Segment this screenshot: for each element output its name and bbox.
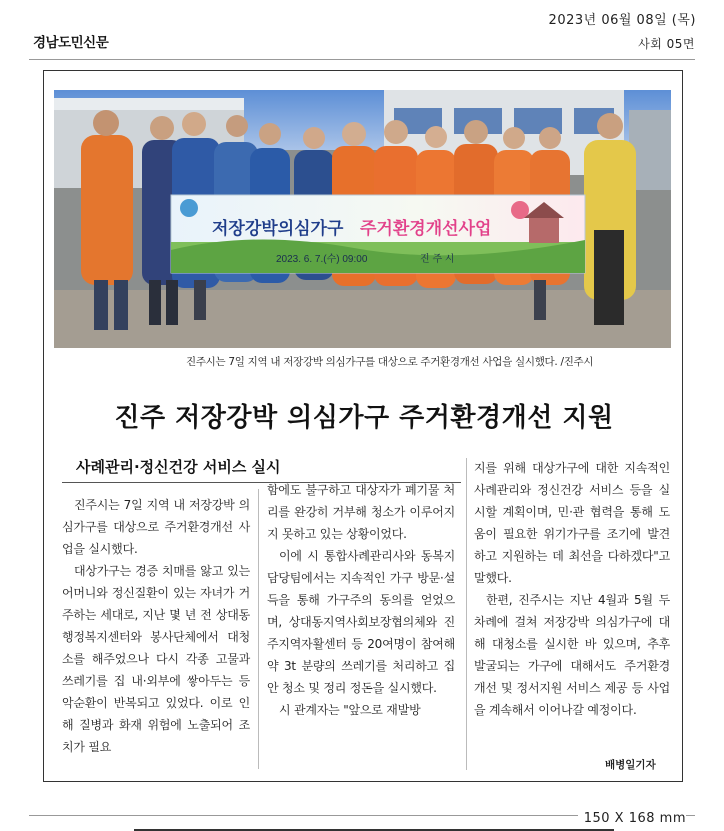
paragraph: 지를 위해 대상가구에 대한 지속적인 사례관리와 정신건강 서비스 등을 실시할 계획이며, 민·관 협력을 통해 도움이 필요한 위기가구를 조기에 발견하고 지원하는 데 최선을 다하겠다"고 말했다. (474, 461, 670, 585)
paragraph: 한편, 진주시는 지난 4월과 5월 두 차례에 걸쳐 저장강박 의심가구에 대해 대청소를 실시한 바 있으며, 추후 발굴되는 가구에 대해서도 주거환경 개선 및 정서지원 서비스 제공 등 사업을 계속해서 이어나갈 예정이다. (474, 593, 670, 717)
article-column-1 (62, 494, 250, 758)
paragraph: 시 관계자는 "앞으로 재발방 (279, 703, 421, 717)
section-page: 사회 05면 (638, 37, 695, 51)
header-rule (29, 59, 695, 60)
article-subheadline: 사례관리·정신건강 서비스 실시 (76, 458, 281, 476)
paragraph: 진주시는 7일 지역 내 저장강박 의심가구를 대상으로 주거환경개선 사업을 실시했다. (62, 498, 250, 556)
publication-date: 2023년 06월 08일 (목) (548, 13, 696, 28)
column-divider (466, 458, 467, 770)
banner-org: 진 주 시 (420, 254, 455, 265)
byline: 배병일기자 (605, 759, 656, 771)
column-divider (258, 489, 259, 769)
event-banner (171, 195, 585, 273)
photo-caption: 진주시는 7일 지역 내 저장강박 의심가구를 대상으로 주거환경개선 사업을 실시했다. /진주시 (186, 356, 594, 368)
banner-title-left: 저장강박의심가구 (212, 219, 344, 238)
paragraph: 이에 시 통합사례관리사와 동복지담당팀에서는 지속적인 가구 방문·설득을 통해 가구주의 동의를 얻었으며, 상대동지역사회보장협의체와 진주지역자활센터 등 20여명이 참여해 약 3t 분량의 쓰레기를 처리하고 집안 청소 및 정리 정돈을 실시했다. (267, 549, 455, 695)
paragraph: 함에도 불구하고 대상자가 폐기물 처리를 완강히 거부해 청소가 이루어지지 못하고 있는 상황이었다. (267, 483, 455, 541)
banner-title-right: 주거환경개선사업 (360, 219, 492, 238)
paragraph: 대상가구는 경증 치매를 앓고 있는 어머니와 정신질환이 있는 자녀가 거주하는 세대로, 지난 몇 년 전 상대동행정복지센터와 봉사단체에서 대청소를 해주었으나 다시 각종 고물과 쓰레기를 집 내·외부에 쌓아두는 등 악순환이 반복되고 있었다. 이로 인해 질병과 화재 위험에 노출되어 조치가 필요 (62, 564, 250, 754)
article-photo (54, 90, 671, 348)
article-column-2 (267, 479, 455, 721)
article-column-3 (474, 457, 670, 721)
newspaper-logo: 경남도민신문 (33, 35, 109, 51)
banner-date: 2023. 6. 7.(수) 09:00 (276, 254, 368, 265)
article-headline: 진주 저장강박 의심가구 주거환경개선 지원 (114, 403, 614, 433)
clipping-size: 150 X 168 mm (578, 811, 686, 826)
